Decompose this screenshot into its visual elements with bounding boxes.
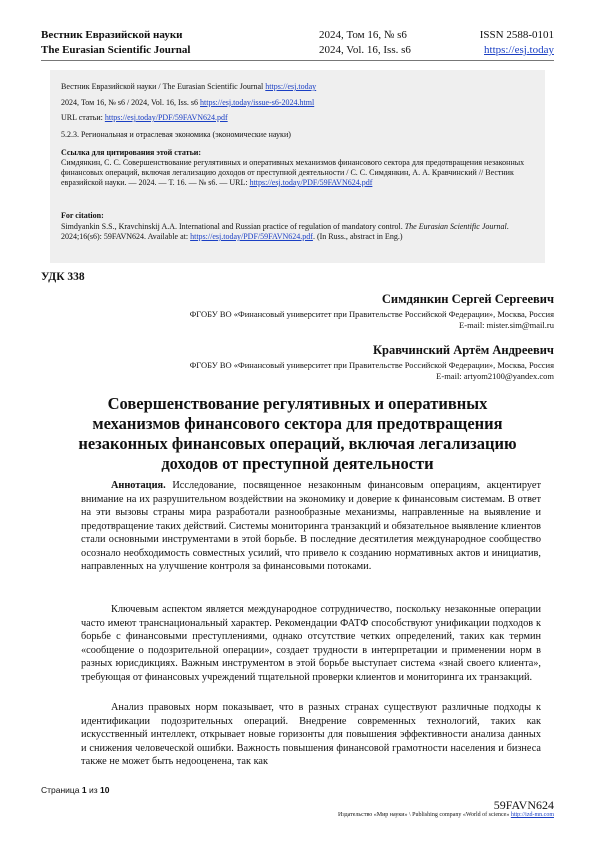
box-url-line: URL статьи: https://esj.today/PDF/59FAVN624.pdf bbox=[61, 113, 228, 122]
page-number: Страница 1 из 10 bbox=[41, 785, 110, 795]
box-journal-line: Вестник Евразийской науки / The Eurasian Scientific Journal https://esj.today bbox=[61, 82, 317, 91]
author-email: E-mail: artyom2100@yandex.com bbox=[436, 371, 554, 381]
journal-link[interactable]: https://esj.today bbox=[265, 82, 317, 91]
publisher-line: Издательство «Мир науки» \ Publishing company «World of science» http://izd-mn.com bbox=[338, 812, 554, 818]
author-block bbox=[190, 292, 554, 331]
abstract-label: Аннотация. bbox=[111, 480, 166, 491]
article-pdf-link[interactable]: https://esj.today/PDF/59FAVN624.pdf bbox=[104, 113, 228, 122]
issue-link[interactable]: https://esj.today/issue-s6-2024.html bbox=[200, 98, 315, 107]
cite-ru-heading: Ссылка для цитирования этой статьи: bbox=[61, 148, 202, 157]
publisher-link[interactable]: http://izd-mn.com bbox=[510, 812, 554, 818]
issue-ru: 2024, Том 16, № s6 bbox=[319, 29, 407, 41]
udk-code: УДК 338 bbox=[41, 271, 85, 283]
author-name: Симдянкин Сергей Сергеевич bbox=[381, 292, 554, 306]
body-paragraph: Ключевым аспектом является международное сотрудничество, поскольку незаконные операции часто имеют транснациональный характер. Рекомендации ФАТФ способствуют унификации подходов к борьбе с финансовыми преступлениями, однако отсутствие четких определений, таких как термин «сообщение о подозрительной операции», создает трудности в интерпретации и применении норм в разных юрисдикциях. Важным инструментом в этой борьбе выступает система «знай своего клиента», требующая от финансовых учреждений тщательной проверки клиентов и мониторинга их транзакций. bbox=[81, 604, 541, 683]
specialty-code: 5.2.3. Региональная и отраслевая экономика (экономические науки) bbox=[61, 130, 291, 139]
cite-ru-link[interactable]: https://esj.today/PDF/59FAVN624.pdf bbox=[249, 178, 373, 187]
author-affiliation: ФГОБУ ВО «Финансовый университет при Правительстве Российской Федерации», Москва, Россия bbox=[189, 360, 554, 370]
cite-en-text: Simdyankin S.S., Kravchinskij A.A. International and Russian practice of regulation of mandatory control. The Eurasian Scientific Journal. 2024;16(s6): 59FAVN624. Available at: https://esj.today/PDF/59FAVN624.pdf. (In Russ., abstract in Eng.) bbox=[61, 222, 509, 241]
issn: ISSN 2588-0101 bbox=[479, 29, 554, 41]
issue-en: 2024, Vol. 16, Iss. s6 bbox=[319, 44, 411, 56]
author-name: Кравчинский Артём Андреевич bbox=[372, 343, 554, 357]
cite-en-journal: The Eurasian Scientific Journal bbox=[404, 222, 507, 231]
journal-name-en: The Eurasian Scientific Journal bbox=[41, 44, 191, 56]
cite-en-heading: For citation: bbox=[61, 211, 104, 220]
box-issue-line: 2024, Том 16, № s6 / 2024, Vol. 16, Iss. s6 https://esj.today/issue-s6-2024.html bbox=[61, 98, 315, 107]
site-link[interactable]: https://esj.today bbox=[484, 44, 554, 56]
cite-ru-text: Симдянкин, С. С. Совершенствование регулятивных и оперативных механизмов финансового сектора для предотвращения незаконных финансовых операций, включая легализацию доходов от преступной деятельности / С. С. Симдянкин, А. А. Кравчинский // Вестник евразийской науки. — 2024. — Т. 16. — № s6. — URL: https://esj.today/PDF/59FAVN624.pdf bbox=[61, 158, 525, 187]
header-divider bbox=[41, 60, 554, 61]
author-block bbox=[190, 343, 554, 382]
citation-box bbox=[50, 70, 545, 263]
journal-name-ru: Вестник Евразийской науки bbox=[41, 29, 183, 41]
author-email: E-mail: mister.sim@mail.ru bbox=[459, 320, 554, 330]
cite-en-link[interactable]: https://esj.today/PDF/59FAVN624.pdf bbox=[190, 232, 313, 241]
abstract-paragraph: Аннотация. Исследование, посвященное незаконным финансовым операциям, акцентирует внимание на их разрушительном воздействии на экономику и доверие к финансовым системам. В ответ на эти вызовы страны мира разработали разнообразные механизмы, направленные на выявление и предотвращение таких действий. Системы мониторинга транзакций и обязательное выявление клиентов стали основными инструментами в этой борьбе. В последние десятилетия международное сообщество осознало необходимость совместных усилий, что привело к созданию нормативных актов и инициатив, направленных на улучшение контроля за финансовыми потоками. bbox=[81, 480, 541, 572]
article-title: Совершенствование регулятивных и оперативных механизмов финансового сектора для предотвращения незаконных финансовых операций, включая легализацию доходов от преступной деятельности bbox=[78, 394, 517, 473]
article-code: 59FAVN624 bbox=[493, 798, 554, 812]
body-paragraph: Анализ правовых норм показывает, что в разных странах существуют различные подходы к идентификации подозрительных операций. Внедрение современных технологий, таких как искусственный интеллект, открывает новые горизонты для повышения эффективности анализа данных и снижения человеческой ошибки. Важность повышения финансовой грамотности населения и бизнеса также не может быть недооценена, так как bbox=[81, 702, 541, 767]
author-affiliation: ФГОБУ ВО «Финансовый университет при Правительстве Российской Федерации», Москва, Россия bbox=[189, 309, 554, 319]
